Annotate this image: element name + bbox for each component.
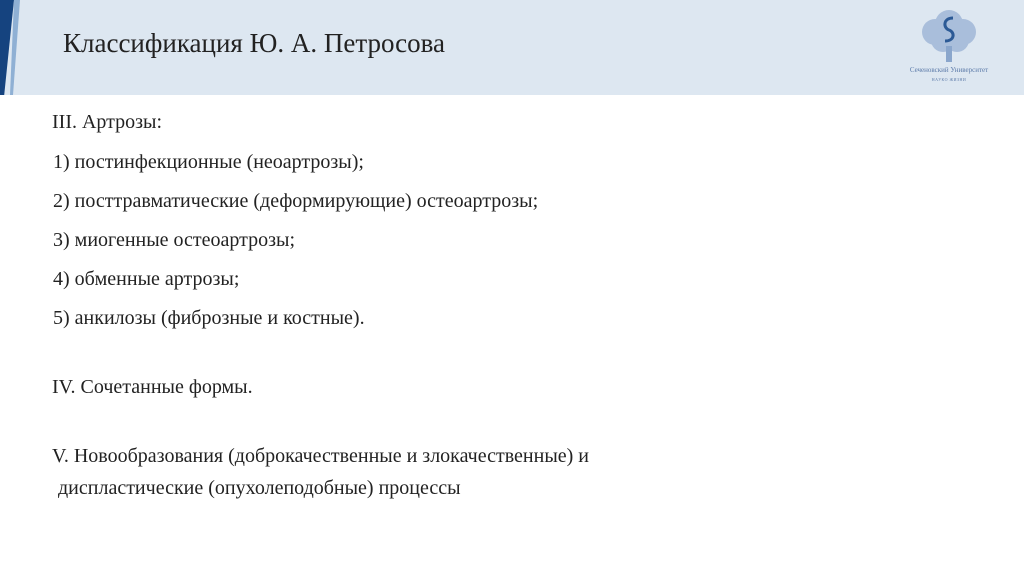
list-item: 1) постинфекционные (неоартрозы);	[53, 151, 364, 173]
logo-name: Сеченовский Университет	[909, 66, 989, 74]
list-item: 5) анкилозы (фиброзные и костные).	[53, 307, 365, 329]
university-logo	[903, 10, 995, 88]
tree-icon	[913, 10, 985, 66]
logo-tagline: НАУКО ЖИЗНИ	[931, 77, 967, 82]
section-heading-neoplasms-cont: диспластические (опухолеподобные) процессы	[58, 477, 461, 499]
list-item: 3) миогенные остеоартрозы;	[53, 229, 296, 251]
section-heading-combined: IV. Сочетанные формы.	[52, 376, 253, 398]
section-heading-arthroses: III. Артрозы:	[52, 111, 163, 133]
list-item: 2) посттравматические (деформирующие) остеоартрозы;	[53, 190, 539, 212]
list-item: 4) обменные артрозы;	[53, 268, 240, 290]
slide-title: Классификация Ю. А. Петросова	[63, 28, 445, 58]
section-heading-neoplasms: V. Новообразования (доброкачественные и злокачественные) и	[52, 445, 590, 467]
